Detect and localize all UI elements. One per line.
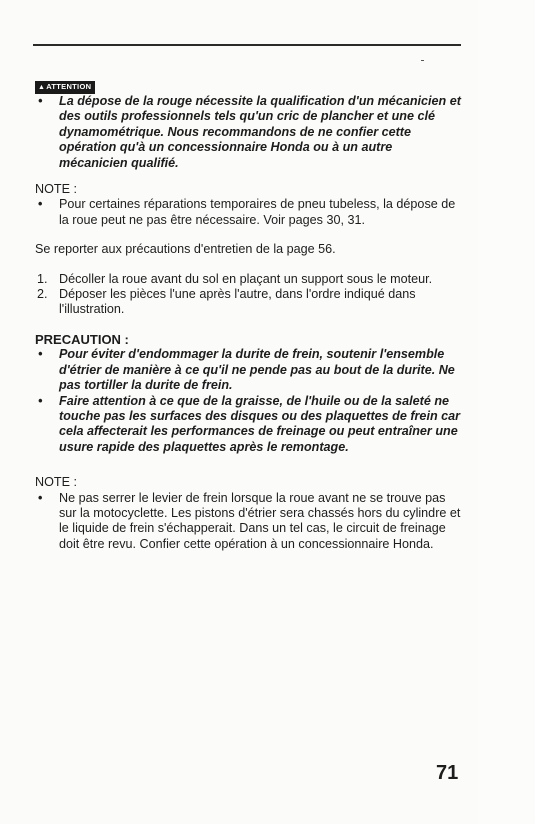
attention-item: • La dépose de la rouge nécessite la qualification d'un mécanicien et des outils professionnels tels qu'un cric de plancher et une clé dynamométrique. Nous recommandons de ne confier cette opération qu'à un concessionnaire Honda ou à un autre mécanicien qualifié. [35,94,463,171]
page-number: 71 [436,762,459,784]
steps-list [35,272,463,318]
precaution-item: • Faire attention à ce que de la graisse, de l'huile ou de la saleté ne touche pas les surfaces des disques ou des plaquettes de frein car cela affecterait les performances de freinage ou peut entraîner une usure rapide des plaquettes après le remontage. [35,394,463,456]
note2-item: • Ne pas serrer le levier de frein lorsque la roue avant ne se trouve pas sur la motocyclette. Les pistons d'étrier sera chassés hors du cylindre et le liquide de frein s'échapperait. Dans un tel cas, le circuit de freinage doit être revu. Confier cette opération à un concessionnaire Honda. [35,491,463,553]
precaution-list [35,347,463,455]
step-text: Décoller la roue avant du sol en plaçant un support sous le moteur. [59,271,433,286]
step-item [35,287,463,318]
reference-text: Se reporter aux précautions d'entretien de la page 56. [35,242,336,257]
precaution-item: • Pour éviter d'endommager la durite de frein, soutenir l'ensemble d'étrier de manière à ce qu'il ne pende pas au bout de la durite. Ne pas tortiller la durite de frein. [35,347,463,393]
top-rule [33,44,461,46]
attention-badge [35,81,95,94]
step-text: Déposer les pièces l'une après l'autre, dans l'ordre indiqué dans l'illustration. [59,287,416,317]
note2-list [35,491,463,553]
attention-section [35,78,463,171]
step-item [35,272,463,287]
attention-list [35,94,463,171]
note2-label: NOTE : [35,475,77,490]
speck [421,60,424,61]
note1-list [35,197,463,228]
note1-label: NOTE : [35,182,77,197]
note1-item: • Pour certaines réparations temporaires de pneu tubeless, la dépose de la roue peut ne pas être nécessaire. Voir pages 30, 31. [35,197,463,228]
warning-triangle-icon: ▲ [38,84,46,91]
attention-badge-label: ATTENTION [46,82,92,91]
precaution-label: PRECAUTION : [35,331,129,347]
page-content [35,74,463,552]
